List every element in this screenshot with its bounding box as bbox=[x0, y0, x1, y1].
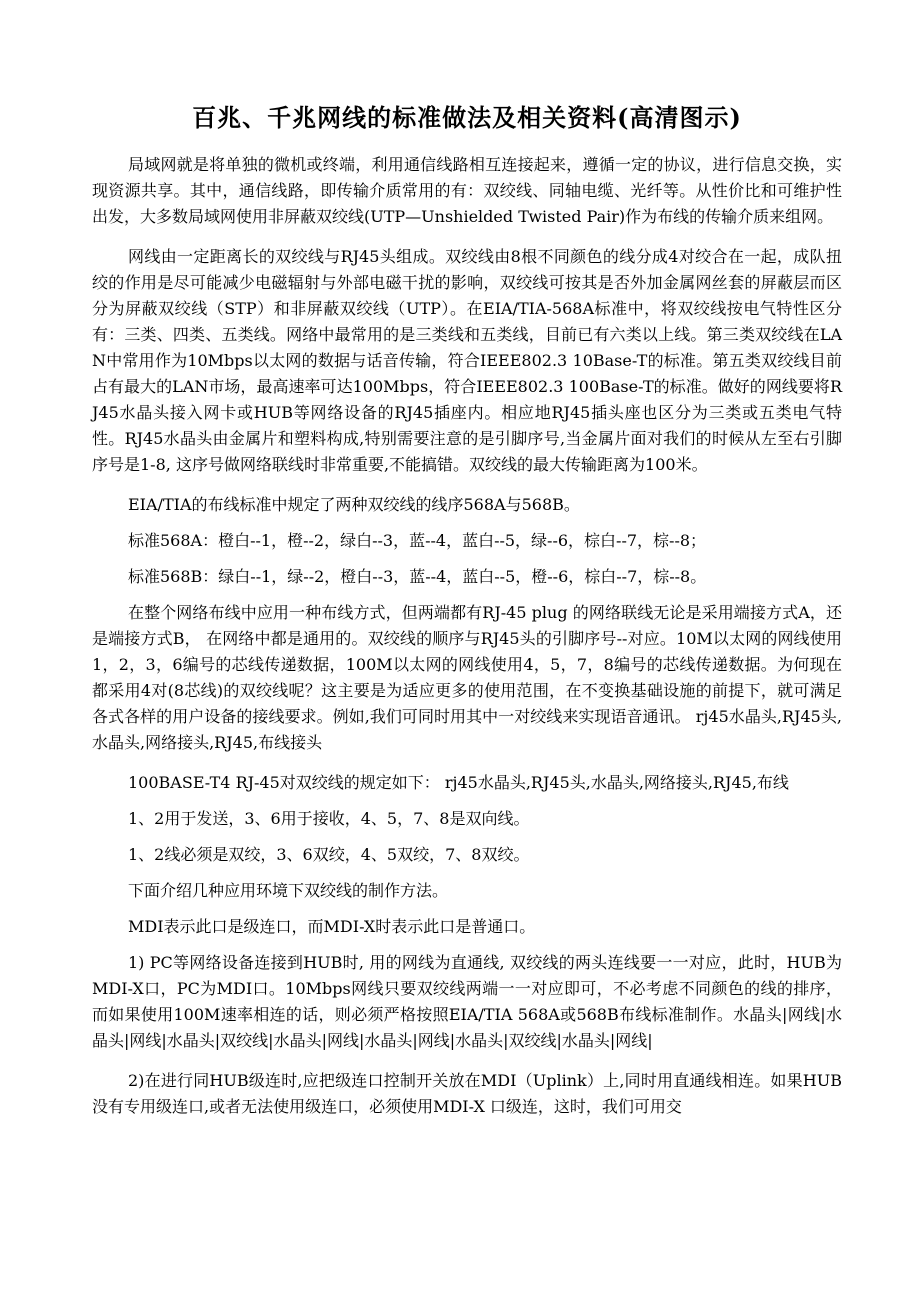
paragraph-mdi-definition: MDI表示此口是级连口，而MDI-X时表示此口是普通口。 bbox=[128, 917, 536, 936]
paragraph-pin-functions: 1、2用于发送，3、6用于接收，4、5，7、8是双向线。 bbox=[128, 809, 530, 828]
paragraph-standard-568a: 标准568A：橙白--1，橙--2，绿白--3，蓝--4，蓝白--5，绿--6，棕白--7，棕--8； bbox=[128, 531, 707, 550]
document-title: 百兆、千兆网线的标准做法及相关资料(高清图示) bbox=[192, 103, 742, 132]
paragraph-100base-t4: 100BASE-T4 RJ-45对双绞线的规定如下： rj45水晶头,RJ45头,水晶头,网络接头,RJ45,布线 bbox=[128, 773, 789, 792]
paragraph-hub-cascade: 2)在进行同HUB级连时,应把级连口控制开关放在MDI（Uplink）上,同时用直通线相连。如果HUB没有专用级连口,或者无法使用级连口，必须使用MDI-X 口级连，这时，我们可用交 bbox=[92, 1071, 842, 1116]
paragraph-standard-568b: 标准568B：绿白--1，绿--2，橙白--3，蓝--4，蓝白--5，橙--6，棕白--7，棕--8。 bbox=[128, 567, 707, 586]
paragraph-methods-intro: 下面介绍几种应用环境下双绞线的制作方法。 bbox=[128, 881, 449, 900]
paragraph-wiring-standards: EIA/TIA的布线标准中规定了两种双绞线的线序568A与568B。 bbox=[128, 495, 580, 514]
paragraph-pc-to-hub: 1) PC等网络设备连接到HUB时, 用的网线为直通线, 双绞线的两头连线要一一对应，此时，HUB为MDI-X口，PC为MDI口。10Mbps网线只要双绞线两端一一对应即可，不必考虑不同颜色的线的排序，而如果使用100M速率相连的话，则必须严格按照EIA/TIA 568A或568B布线标准制作。水晶头|网线|水晶头|网线|水晶头|双绞线|水晶头|网线|水晶头|网线|水晶头|双绞线|水晶头|网线| bbox=[92, 953, 842, 1050]
paragraph-wiring-usage: 在整个网络布线中应用一种布线方式，但两端都有RJ-45 plug 的网络联线无论是采用端接方式A，还是端接方式B， 在网络中都是通用的。双绞线的顺序与RJ45头的引脚序号--对应。10M以太网的网线使用1，2，3，6编号的芯线传递数据，100M以太网的网线使用4，5，7，8编号的芯线传递数据。为何现在都采用4对(8芯线)的双绞线呢？这主要是为适应更多的使用范围，在不变换基础设施的前提下，就可满足各式各样的用户设备的接线要求。例如,我们可同时用其中一对绞线来实现语音通讯。 rj45水晶头,RJ45头,水晶头,网络接头,RJ45,布线接头 bbox=[92, 603, 842, 752]
paragraph-lan-intro: 局域网就是将单独的微机或终端，利用通信线路相互连接起来，遵循一定的协议，进行信息交换，实现资源共享。其中，通信线路，即传输介质常用的有：双绞线、同轴电缆、光纤等。从性价比和可维护性出发，大多数局域网使用非屏蔽双绞线(UTP—Unshielded Twisted Pair)作为布线的传输介质来组网。 bbox=[92, 155, 842, 226]
paragraph-pin-twists: 1、2线必须是双绞，3、6双绞，4、5双绞，7、8双绞。 bbox=[128, 845, 530, 864]
paragraph-cable-description: 网线由一定距离长的双绞线与RJ45头组成。双绞线由8根不同颜色的线分成4对绞合在一起，成队扭绞的作用是尽可能减少电磁辐射与外部电磁干扰的影响，双绞线可按其是否外加金属网丝套的屏蔽层而区分为屏蔽双绞线（STP）和非屏蔽双绞线（UTP）。在EIA/TIA-568A标准中，将双绞线按电气特性区分有：三类、四类、五类线。网络中最常用的是三类线和五类线，目前已有六类以上线。第三类双绞线在LAN中常用作为10Mbps以太网的数据与话音传输，符合IEEE802.3 10Base-T的标准。第五类双绞线目前占有最大的LAN市场，最高速率可达100Mbps，符合IEEE802.3 100Base-T的标准。做好的网线要将RJ45水晶头接入网卡或HUB等网络设备的RJ45插座内。相应地RJ45插头座也区分为三类或五类电气特性。RJ45水晶头由金属片和塑料构成,特别需要注意的是引脚序号,当金属片面对我们的时候从左至右引脚序号是1-8, 这序号做网络联线时非常重要,不能搞错。双绞线的最大传输距离为100米。 bbox=[92, 247, 842, 474]
